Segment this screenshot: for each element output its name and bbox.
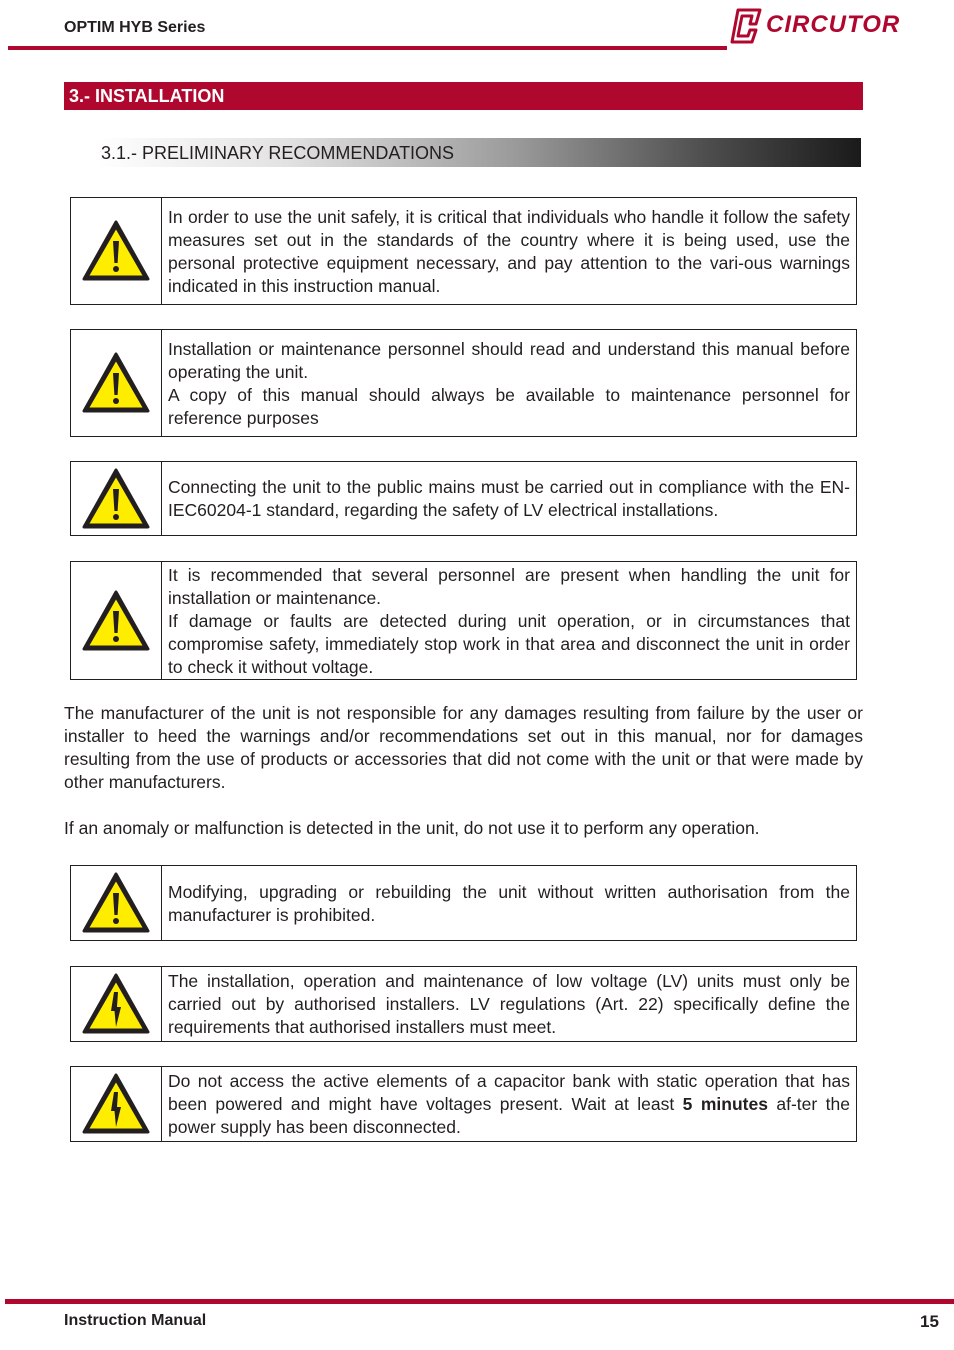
warning-emphasis: 5 minutes: [682, 1094, 768, 1114]
warning-icon-cell: [71, 967, 162, 1041]
footer-rule: [5, 1299, 954, 1304]
warning-paragraph: The installation, operation and maintenance of low voltage (LV) units must only be carried out by authorised installers. LV regulations (Art. 22) specifically define the requirements that authorised installers must meet.: [168, 971, 850, 1037]
warning-icon-cell: [71, 330, 162, 436]
brand-logo-text: CIRCUTOR: [766, 11, 901, 38]
electrical-hazard-icon: [81, 972, 151, 1036]
warning-icon-cell: [71, 462, 162, 535]
warning-icon-cell: [71, 1067, 162, 1141]
warning-exclamation-icon: [81, 871, 151, 935]
warning-box: [70, 1066, 857, 1142]
warning-box: [70, 561, 857, 680]
warning-paragraph: Connecting the unit to the public mains must be carried out in compliance with the EN-IEC60204-1 standard, regarding the safety of LV electrical installations.: [168, 477, 850, 520]
warning-icon-cell: [71, 562, 162, 679]
warning-box: [70, 966, 857, 1042]
warning-text: [162, 866, 856, 940]
warning-text-start: Do not access the active elements of a capacitor bank with static operation that has been powered and might have voltages present. Wait at least: [168, 1071, 850, 1114]
warning-box: [70, 329, 857, 437]
footer-title: Instruction Manual: [64, 1312, 207, 1329]
warning-paragraph: If damage or faults are detected during unit operation, or in circumstances that compromise safety, immediately stop work in that area and disconnect the unit in order to check it without voltage.: [168, 610, 850, 677]
warning-text: [162, 462, 856, 535]
warning-box: [70, 197, 857, 305]
warning-paragraph: In order to use the unit safely, it is critical that individuals who handle it follow the safety measures set out in the standards of the country where it is being used, use the personal protective equipment necessary, and pay attention to the vari-ous warnings indicated in this instruction manual.: [168, 206, 850, 296]
warning-icon-cell: [71, 866, 162, 940]
warning-text: [162, 562, 856, 679]
header-title: OPTIM HYB Series: [64, 19, 206, 36]
subsection-heading: 3.1.- PRELIMINARY RECOMMENDATIONS: [95, 138, 861, 167]
warning-text: [162, 1067, 856, 1141]
circutor-logo-icon: [730, 8, 764, 44]
body-paragraph: If an anomaly or malfunction is detected in the unit, do not use it to perform any operation.: [64, 818, 760, 838]
warning-paragraph: A copy of this manual should always be available to maintenance personnel for reference purposes: [168, 384, 850, 428]
warning-paragraph: It is recommended that several personnel are present when handling the unit for installation or maintenance.: [168, 564, 850, 608]
warning-exclamation-icon: [81, 467, 151, 531]
warning-paragraph: [168, 1070, 850, 1139]
warning-exclamation-icon: [81, 351, 151, 415]
section-heading: 3.- INSTALLATION: [64, 82, 863, 110]
page-number: 15: [920, 1312, 939, 1331]
warning-box: [70, 461, 857, 536]
warning-text: [162, 330, 856, 436]
warning-icon-cell: [71, 198, 162, 304]
warning-exclamation-icon: [81, 589, 151, 653]
warning-paragraph: Installation or maintenance personnel should read and understand this manual before operating the unit.: [168, 338, 850, 382]
warning-text-end: af-ter the power supply has been disconnected.: [168, 1094, 850, 1137]
header-rule: [8, 46, 727, 50]
electrical-hazard-icon: [81, 1072, 151, 1136]
warning-text: [162, 198, 856, 304]
warning-box: [70, 865, 857, 941]
warning-exclamation-icon: [81, 219, 151, 283]
warning-text: [162, 967, 856, 1041]
warning-paragraph: Modifying, upgrading or rebuilding the unit without written authorisation from the manufacturer is prohibited.: [168, 881, 850, 925]
body-paragraph: The manufacturer of the unit is not responsible for any damages resulting from failure by the user or installer to heed the warnings and/or recommendations set out in this manual, nor for damages resulting from the use of products or accessories that did not come with the unit or that were made by other manufacturers.: [64, 703, 863, 792]
